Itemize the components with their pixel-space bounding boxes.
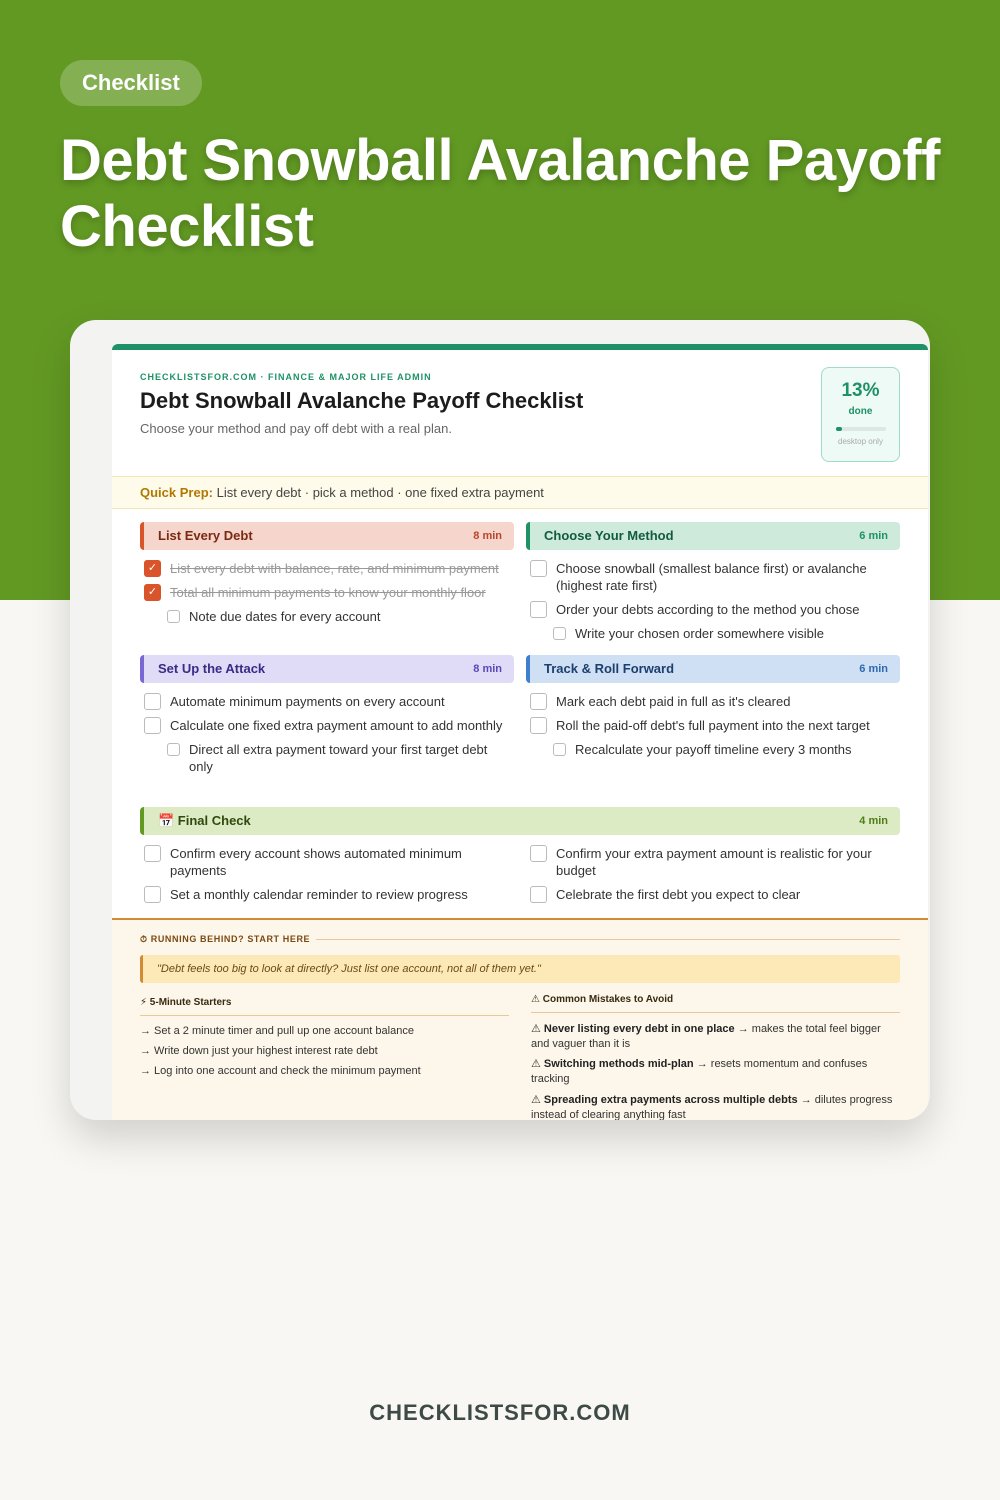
doc-title: Debt Snowball Avalanche Payoff Checklist xyxy=(140,388,584,413)
checkbox[interactable] xyxy=(530,886,547,903)
checklist-item[interactable] xyxy=(526,717,900,734)
section-time: 4 min xyxy=(859,815,888,827)
starters-title: ⚡ 5-Minute Starters xyxy=(140,997,232,1008)
preview-frame xyxy=(70,320,930,1120)
section-time: 8 min xyxy=(473,530,502,542)
checklist-item[interactable] xyxy=(526,601,900,618)
checkbox[interactable] xyxy=(530,560,547,577)
progress-card xyxy=(821,367,900,462)
progress-percent: 13% xyxy=(841,380,880,401)
section-list-every-debt xyxy=(140,522,514,625)
checkbox[interactable] xyxy=(553,743,566,756)
section-header xyxy=(140,655,514,683)
checklist-subitem[interactable] xyxy=(140,608,514,625)
final-check-grid xyxy=(140,835,900,903)
item-text: Roll the paid-off debt's full payment into the next target xyxy=(556,718,870,733)
checklist-item[interactable] xyxy=(140,584,514,601)
section-title: Set Up the Attack xyxy=(158,661,266,676)
section-time: 8 min xyxy=(473,663,502,675)
running-behind-label: ⏱ RUNNING BEHIND? START HERE xyxy=(140,934,311,944)
divider xyxy=(316,939,900,940)
progress-note: desktop only xyxy=(838,437,883,446)
checkbox[interactable] xyxy=(530,845,547,862)
mistake-rest: → dilutes progress instead of clearing anything fast xyxy=(531,1094,893,1120)
item-text: Automate minimum payments on every account xyxy=(170,694,445,709)
progress-bar-fill xyxy=(836,427,843,431)
starter-item: → Write down just your highest interest rate debt xyxy=(140,1045,378,1057)
item-text: Order your debts according to the method you chose xyxy=(556,602,860,617)
section-title: List Every Debt xyxy=(158,528,253,543)
mistake-bold: Never listing every debt in one place xyxy=(543,1023,735,1035)
hero-title: Debt Snowball Avalanche Payoff Checklist xyxy=(60,128,940,259)
item-text: Celebrate the first debt you expect to clear xyxy=(556,887,801,902)
checklist-subitem[interactable] xyxy=(526,741,900,758)
checklist-item[interactable] xyxy=(526,693,900,710)
checklist-subitem[interactable] xyxy=(140,741,514,775)
mistake-item: ⚠ Spreading extra payments across multiple debts → dilutes progress instead of clearing anything fast xyxy=(531,1094,893,1120)
checkbox[interactable] xyxy=(144,717,161,734)
checkbox[interactable] xyxy=(530,693,547,710)
checklist-item[interactable] xyxy=(140,845,514,879)
checklist-item[interactable] xyxy=(140,560,514,577)
section-header xyxy=(526,522,900,550)
progress-done-label: done xyxy=(848,406,873,417)
checklist-subitem[interactable] xyxy=(526,625,900,642)
section-track-roll xyxy=(526,655,900,758)
footer-brand: CHECKLISTSFOR.COM xyxy=(369,1400,631,1425)
starter-item: → Set a 2 minute timer and pull up one account balance xyxy=(140,1025,414,1037)
checklist-item[interactable] xyxy=(526,560,900,594)
mistake-rest: → resets momentum and confuses tracking xyxy=(531,1058,868,1085)
section-header xyxy=(140,807,900,835)
checkbox[interactable] xyxy=(144,845,161,862)
item-text: Mark each debt paid in full as it's cleared xyxy=(556,694,791,709)
section-title: Choose Your Method xyxy=(544,528,674,543)
doc-subtitle: Choose your method and pay off debt with a real plan. xyxy=(140,421,452,436)
quick-prep-text: List every debt · pick a method · one fixed extra payment xyxy=(216,485,544,500)
checkbox[interactable] xyxy=(167,743,180,756)
item-text: Total all minimum payments to know your monthly floor xyxy=(170,585,486,600)
checkbox[interactable] xyxy=(553,627,566,640)
checkbox[interactable] xyxy=(530,601,547,618)
mistake-item: ⚠ Switching methods mid-plan → resets momentum and confuses tracking xyxy=(531,1058,868,1085)
section-title: 📅 Final Check xyxy=(158,813,251,828)
running-behind-panel xyxy=(112,918,928,1120)
brand-line: CHECKLISTSFOR.COM · FINANCE & MAJOR LIFE ADMIN xyxy=(140,372,432,382)
item-text: Write your chosen order somewhere visible xyxy=(575,626,825,641)
section-time: 6 min xyxy=(859,663,888,675)
item-text: Direct all extra payment toward your first target debt only xyxy=(189,742,488,774)
section-header xyxy=(140,522,514,550)
checklist-item[interactable] xyxy=(526,886,900,903)
checkbox[interactable] xyxy=(144,693,161,710)
checklist-item[interactable] xyxy=(140,717,514,734)
checkbox[interactable] xyxy=(530,717,547,734)
item-text: Set a monthly calendar reminder to review progress xyxy=(170,887,468,902)
progress-bar xyxy=(836,427,886,431)
checklist-item[interactable] xyxy=(526,845,900,879)
item-text: Note due dates for every account xyxy=(189,609,381,624)
item-text: Choose snowball (smallest balance first) or avalanche (highest rate first) xyxy=(556,561,867,593)
checkbox-checked[interactable]: ✓ xyxy=(144,560,161,577)
item-text: Calculate one fixed extra payment amount to add monthly xyxy=(170,718,503,733)
section-header xyxy=(526,655,900,683)
quick-prep xyxy=(112,476,928,509)
mistake-bold: Spreading extra payments across multiple debts xyxy=(543,1094,798,1106)
section-time: 6 min xyxy=(859,530,888,542)
checklist-item[interactable] xyxy=(140,693,514,710)
divider xyxy=(531,1012,900,1013)
checkbox[interactable] xyxy=(144,886,161,903)
mistake-rest: → makes the total feel bigger and vaguer than it is xyxy=(531,1023,881,1050)
item-text: List every debt with balance, rate, and minimum payment xyxy=(170,561,499,576)
item-text: Recalculate your payoff timeline every 3 months xyxy=(575,742,852,757)
mistake-item: ⚠ Never listing every debt in one place → makes the total feel bigger and vaguer than it is xyxy=(531,1023,881,1050)
mistakes-title: ⚠ Common Mistakes to Avoid xyxy=(531,994,674,1005)
checklist-item[interactable] xyxy=(140,886,514,903)
checkbox[interactable] xyxy=(167,610,180,623)
section-set-up-attack xyxy=(140,655,514,775)
category-pill: Checklist xyxy=(60,60,202,106)
checklist-sheet xyxy=(112,344,928,1120)
item-text: Confirm your extra payment amount is realistic for your budget xyxy=(556,846,872,878)
mistake-bold: Switching methods mid-plan xyxy=(543,1058,694,1070)
section-title: Track & Roll Forward xyxy=(544,661,675,676)
encouragement-quote: "Debt feels too big to look at directly? Just list one account, not all of them yet." xyxy=(140,955,900,983)
quick-prep-label: Quick Prep: xyxy=(140,485,213,500)
section-final-check xyxy=(140,807,900,903)
starter-item: → Log into one account and check the minimum payment xyxy=(140,1065,421,1077)
item-text: Confirm every account shows automated minimum payments xyxy=(170,846,462,878)
divider xyxy=(140,1015,509,1016)
checkbox-checked[interactable]: ✓ xyxy=(144,584,161,601)
section-choose-method xyxy=(526,522,900,642)
